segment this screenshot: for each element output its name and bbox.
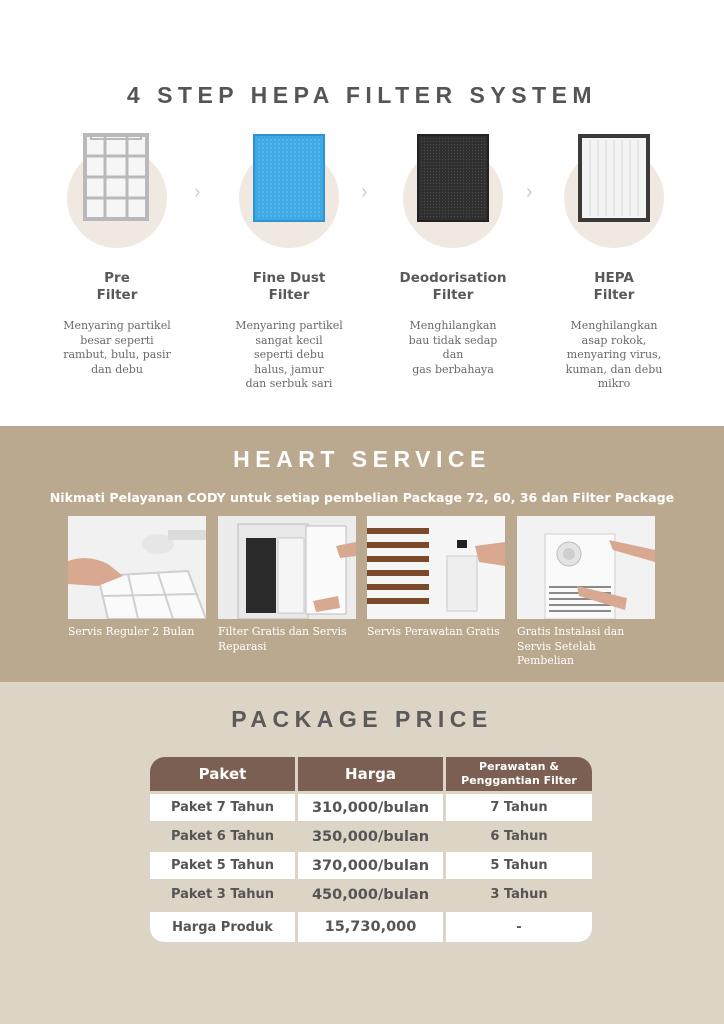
service-caption: Servis Perawatan Gratis: [367, 625, 500, 638]
table-row: [150, 881, 592, 908]
service-caption: Filter Gratis dan Servis Reparasi: [218, 625, 347, 653]
cell-harga: 350,000/bulan: [311, 828, 430, 845]
table-row: [150, 912, 592, 942]
price-table: [150, 757, 592, 945]
table-row: [150, 852, 592, 879]
deodorisation-filter-icon: [417, 134, 489, 226]
hepa-filter-icon: [578, 134, 650, 226]
step-description: Menyaring partikel besar seperti rambut, bulu, pasir dan debu: [63, 319, 171, 376]
cell-paket: Paket 7 Tahun: [150, 794, 295, 821]
step-description: Menghilangkan asap rokok, menyaring virus, kuman, dan debu mikro: [565, 319, 663, 390]
cell-paket: Paket 5 Tahun: [150, 852, 295, 879]
cell-paket: Paket 6 Tahun: [170, 829, 275, 844]
service-caption: Servis Reguler 2 Bulan: [68, 625, 195, 638]
cell-paket: Paket 3 Tahun: [170, 887, 275, 902]
package-price-section: [0, 682, 724, 1024]
table-row: [150, 823, 592, 850]
cell-harga: 450,000/bulan: [311, 886, 430, 903]
service-item-regular: [68, 516, 206, 640]
cell-harga: 310,000/bulan: [298, 794, 443, 821]
heart-service-section: [0, 426, 724, 682]
cell-harga: 370,000/bulan: [298, 852, 443, 879]
table-row: [150, 794, 592, 821]
filter-system-title: 4 STEP HEPA FILTER SYSTEM: [126, 82, 598, 108]
step-description: Menghilangkan bau tidak sedap dan gas berbahaya: [408, 319, 498, 376]
heart-service-title: HEART SERVICE: [233, 446, 491, 472]
package-price-title: PACKAGE PRICE: [231, 706, 493, 732]
column-header-harga: Harga: [298, 757, 443, 791]
service-caption: Gratis Instalasi dan Servis Setelah Pembelian: [517, 625, 625, 667]
column-header-perawatan: Perawatan & Penggantian Filter: [446, 757, 592, 791]
service-photo: [517, 516, 655, 619]
heart-service-subtitle: Nikmati Pelayanan CODY untuk setiap pembelian Package 72, 60, 36 dan Filter Package: [49, 490, 675, 505]
cell-perawatan: -: [446, 912, 592, 942]
service-photo: [68, 516, 206, 619]
chevron-right-icon: ›: [525, 180, 533, 205]
service-photo: [218, 516, 356, 619]
cell-paket: Harga Produk: [150, 912, 295, 942]
column-header-paket: Paket: [150, 757, 295, 791]
step-name: Fine Dust Filter: [252, 270, 326, 303]
service-item-filter: [218, 516, 356, 654]
cell-harga: 15,730,000: [298, 912, 443, 942]
pre-filter-icon: [83, 133, 149, 225]
chevron-right-icon: ›: [193, 180, 201, 205]
service-item-maintenance: [367, 516, 505, 640]
step-name: Deodorisation Filter: [399, 270, 507, 303]
service-photo: [367, 516, 505, 619]
service-item-installation: [517, 516, 655, 669]
cell-perawatan: 5 Tahun: [446, 852, 592, 879]
cell-perawatan: 3 Tahun: [490, 887, 548, 902]
cell-perawatan: 6 Tahun: [490, 829, 548, 844]
step-name: HEPA Filter: [593, 270, 635, 303]
filter-system-section: [0, 0, 724, 426]
fine-dust-filter-icon: [253, 134, 325, 226]
step-name: Pre Filter: [96, 270, 138, 303]
step-description: Menyaring partikel sangat kecil seperti debu halus, jamur dan serbuk sari: [235, 319, 343, 390]
cell-perawatan: 7 Tahun: [446, 794, 592, 821]
chevron-right-icon: ›: [360, 180, 368, 205]
